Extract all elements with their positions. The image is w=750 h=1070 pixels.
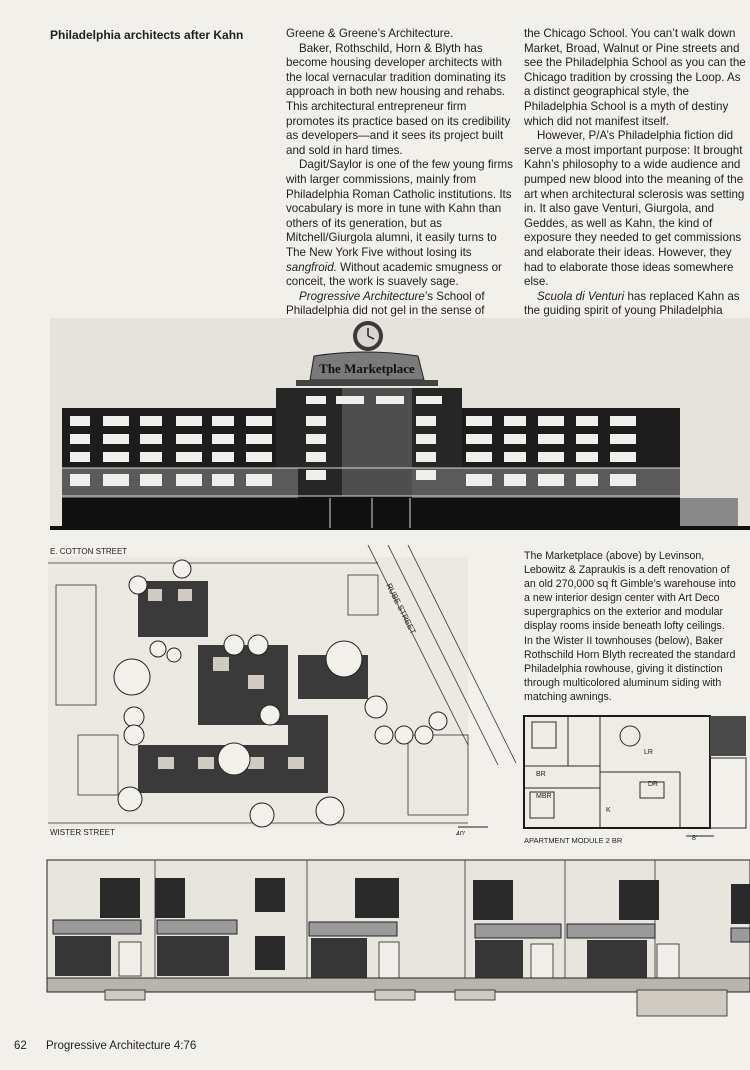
- marketplace-sign: The Marketplace: [319, 361, 415, 376]
- paragraph: Greene & Greene’s Architecture.: [286, 27, 454, 40]
- townhouse-elevation-drawing: [45, 850, 750, 1020]
- street-label-e-cotton: E. COTTON STREET: [50, 547, 128, 556]
- site-plan-drawing: [48, 545, 518, 835]
- street-label-rube: RUBE STREET: [384, 581, 418, 636]
- text-column-1: [286, 27, 514, 319]
- paragraph: Baker, Rothschild, Horn & Blyth has become housing developer architects with the local vernacular tradition dominating its approach in both new housing and rehabs. This architectural entrepreneur firm promotes its practice based on its credibility as developers—and it sees its project built and sold in hard times.: [286, 41, 511, 157]
- paragraph: Progressive Architecture’s School of Philadelphia did not gel in the sense of: [286, 289, 485, 318]
- figure-caption: The Marketplace (above) by Levinson, Lebowitz & Zapraukis is a deft renovation of an old 270,000 sq ft Gimble’s warehouse into a new interior design center with Art Deco supergraphics on the exterior and modular display rooms inside beneath lofty ceilings. In the Wister II townhouses (below), Baker Rothschild Horn Blyth recreated the standard Philadelphia rowhouse, giving it distinction through multicolored aluminum siding with matching awnings.: [524, 550, 736, 703]
- paragraph: Dagit/Saylor is one of the few young firms with larger commissions, mainly from Philadelphia Roman Catholic institutions. Its vocabulary is more in tune with Kahn than others of its generation, but as Mitchell/Giurgola alumni, it easily turns to The New York Five without losing its sangfroid. Without academic smugness or conceit, the work is suavely sage.: [286, 158, 513, 289]
- paragraph: the Chicago School. You can’t walk down Market, Broad, Walnut or Pine streets and see the Philadelphia School as you can the Chicago tradition by crossing the Loop. As a distinct geographical style, the Philadelphia School is a myth of destiny which did not manifest itself.: [524, 27, 746, 128]
- marketplace-elevation-drawing: [0, 318, 750, 538]
- journal-footer: Progressive Architecture 4:76: [46, 1040, 197, 1052]
- apartment-floor-plan: [520, 712, 750, 852]
- street-label-wister: WISTER STREET: [50, 828, 115, 835]
- room-label: LR: [644, 749, 653, 756]
- apartment-scale: 8': [692, 835, 698, 842]
- site-plan-scale: 40': [456, 831, 466, 835]
- article-heading: Philadelphia architects after Kahn: [50, 28, 244, 42]
- paragraph: However, P/A’s Philadelphia fiction did serve a most important purpose: It brought Kahn’s philosophy to a wide audience and pumped new blood into the meaning of the art when architectural sclerosis was setting in. It also gave Venturi, Giurgola, and Geddes, as well as Kahn, the kind of exposure they needed to get commissions and elaborate their ideas. However, they had to elaborate those ideas somewhere else.: [524, 129, 745, 289]
- room-label: DR: [648, 781, 659, 788]
- paragraph: Scuola di Venturi has replaced Kahn as the guiding spirit of young Philadelphia: [524, 289, 740, 318]
- room-label: K: [606, 807, 611, 814]
- apartment-label: APARTMENT MODULE 2 BR: [524, 836, 623, 845]
- text-column-2: [524, 27, 750, 333]
- page-number: 62: [14, 1040, 27, 1052]
- room-label: BR: [536, 771, 546, 778]
- room-label: MBR: [536, 793, 552, 800]
